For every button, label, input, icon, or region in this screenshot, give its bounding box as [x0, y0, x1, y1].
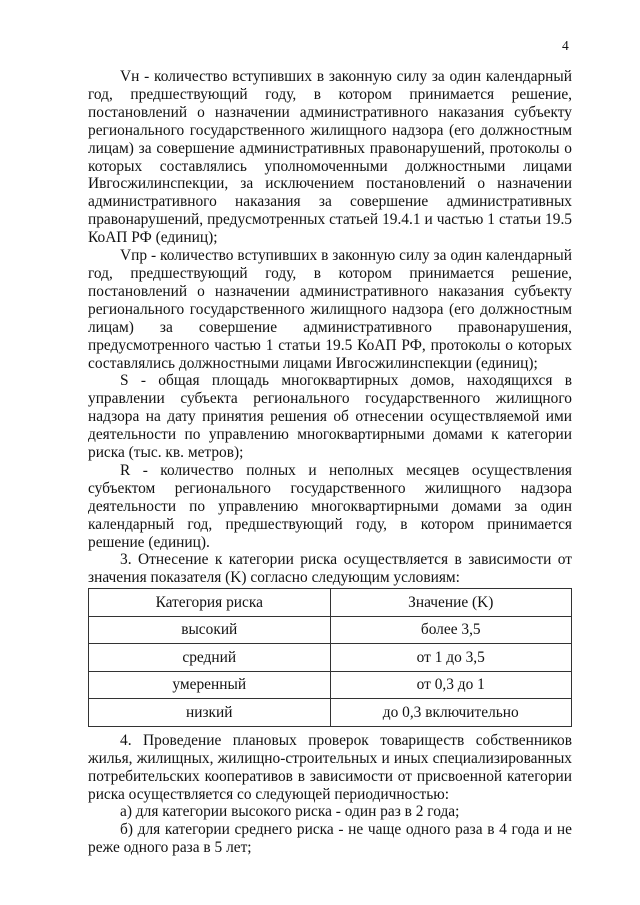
risk-category-paragraph: 3. Отнесение к категории риска осуществляется в зависимости от значения показателя (K) согласно следующим условиям: [88, 551, 572, 587]
cell-value: до 0,3 включительно [330, 699, 572, 727]
planned-inspections-paragraph: 4. Проведение плановых проверок товариществ собственников жилья, жилищных, жилищно-строительных и иных специализированных потребительских кооперативов в зависимости от присвоенной категории риска осуществляется со следующей периодичностью: [88, 731, 572, 803]
cell-value: более 3,5 [330, 616, 572, 644]
risk-category-table [88, 588, 572, 727]
cell-category: высокий [89, 616, 331, 644]
cell-value: от 1 до 3,5 [330, 644, 572, 672]
cell-category: низкий [89, 699, 331, 727]
document-body [88, 68, 572, 857]
definition-r: R - количество полных и неполных месяцев осуществления субъектом регионального государственного жилищного надзора деятельности по управлению многоквартирными домами за один календарный год, предшествующий году, в котором принимается решение (единиц). [88, 461, 572, 551]
table-row [89, 644, 572, 672]
table-row [89, 699, 572, 727]
definition-s: S - общая площадь многоквартирных домов, находящихся в управлении субъекта регионального государственного жилищного надзора на дату принятия решения об отнесении осуществляемой ими деятельности по управлению многоквартирными домами к категории риска (тыс. кв. метров); [88, 372, 572, 462]
page-number: 4 [562, 38, 569, 53]
subitem-b: б) для категории среднего риска - не чаще одного раза в 4 года и не реже одного раза в 5 лет; [88, 821, 572, 857]
subitem-a: а) для категории высокого риска - один раз в 2 года; [120, 803, 460, 821]
table-row [89, 671, 572, 699]
table-row [89, 616, 572, 644]
definition-vn: Vн - количество вступивших в законную силу за один календарный год, предшествующий году, в котором принимается решение, постановлений о назначении административного наказания субъекту регионального государственного жилищного надзора (его должностным лицам) за совершение административных правонарушений, протоколы о которых составлялись уполномоченными должностными лицами Ивгосжилинспекции, за исключением постановлений о назначении административного наказания за совершение административных правонарушений, предусмотренных статьей 19.4.1 и частью 1 статьи 19.5 КоАП РФ (единиц); [88, 68, 572, 247]
cell-category: средний [89, 644, 331, 672]
table-header-row [89, 589, 572, 617]
header-category: Категория риска [89, 589, 331, 617]
cell-value: от 0,3 до 1 [330, 671, 572, 699]
definition-vpr: Vпр - количество вступивших в законную силу за один календарный год, предшествующий году, в котором принимается решение, постановлений о назначении административного наказания субъекту регионального государственного жилищного надзора (его должностным лицам) за совершение административного правонарушения, предусмотренного частью 1 статьи 19.5 КоАП РФ, протоколы о которых составлялись должностными лицами Ивгосжилинспекции (единиц); [88, 247, 572, 372]
cell-category: умеренный [89, 671, 331, 699]
header-value: Значение (K) [330, 589, 572, 617]
